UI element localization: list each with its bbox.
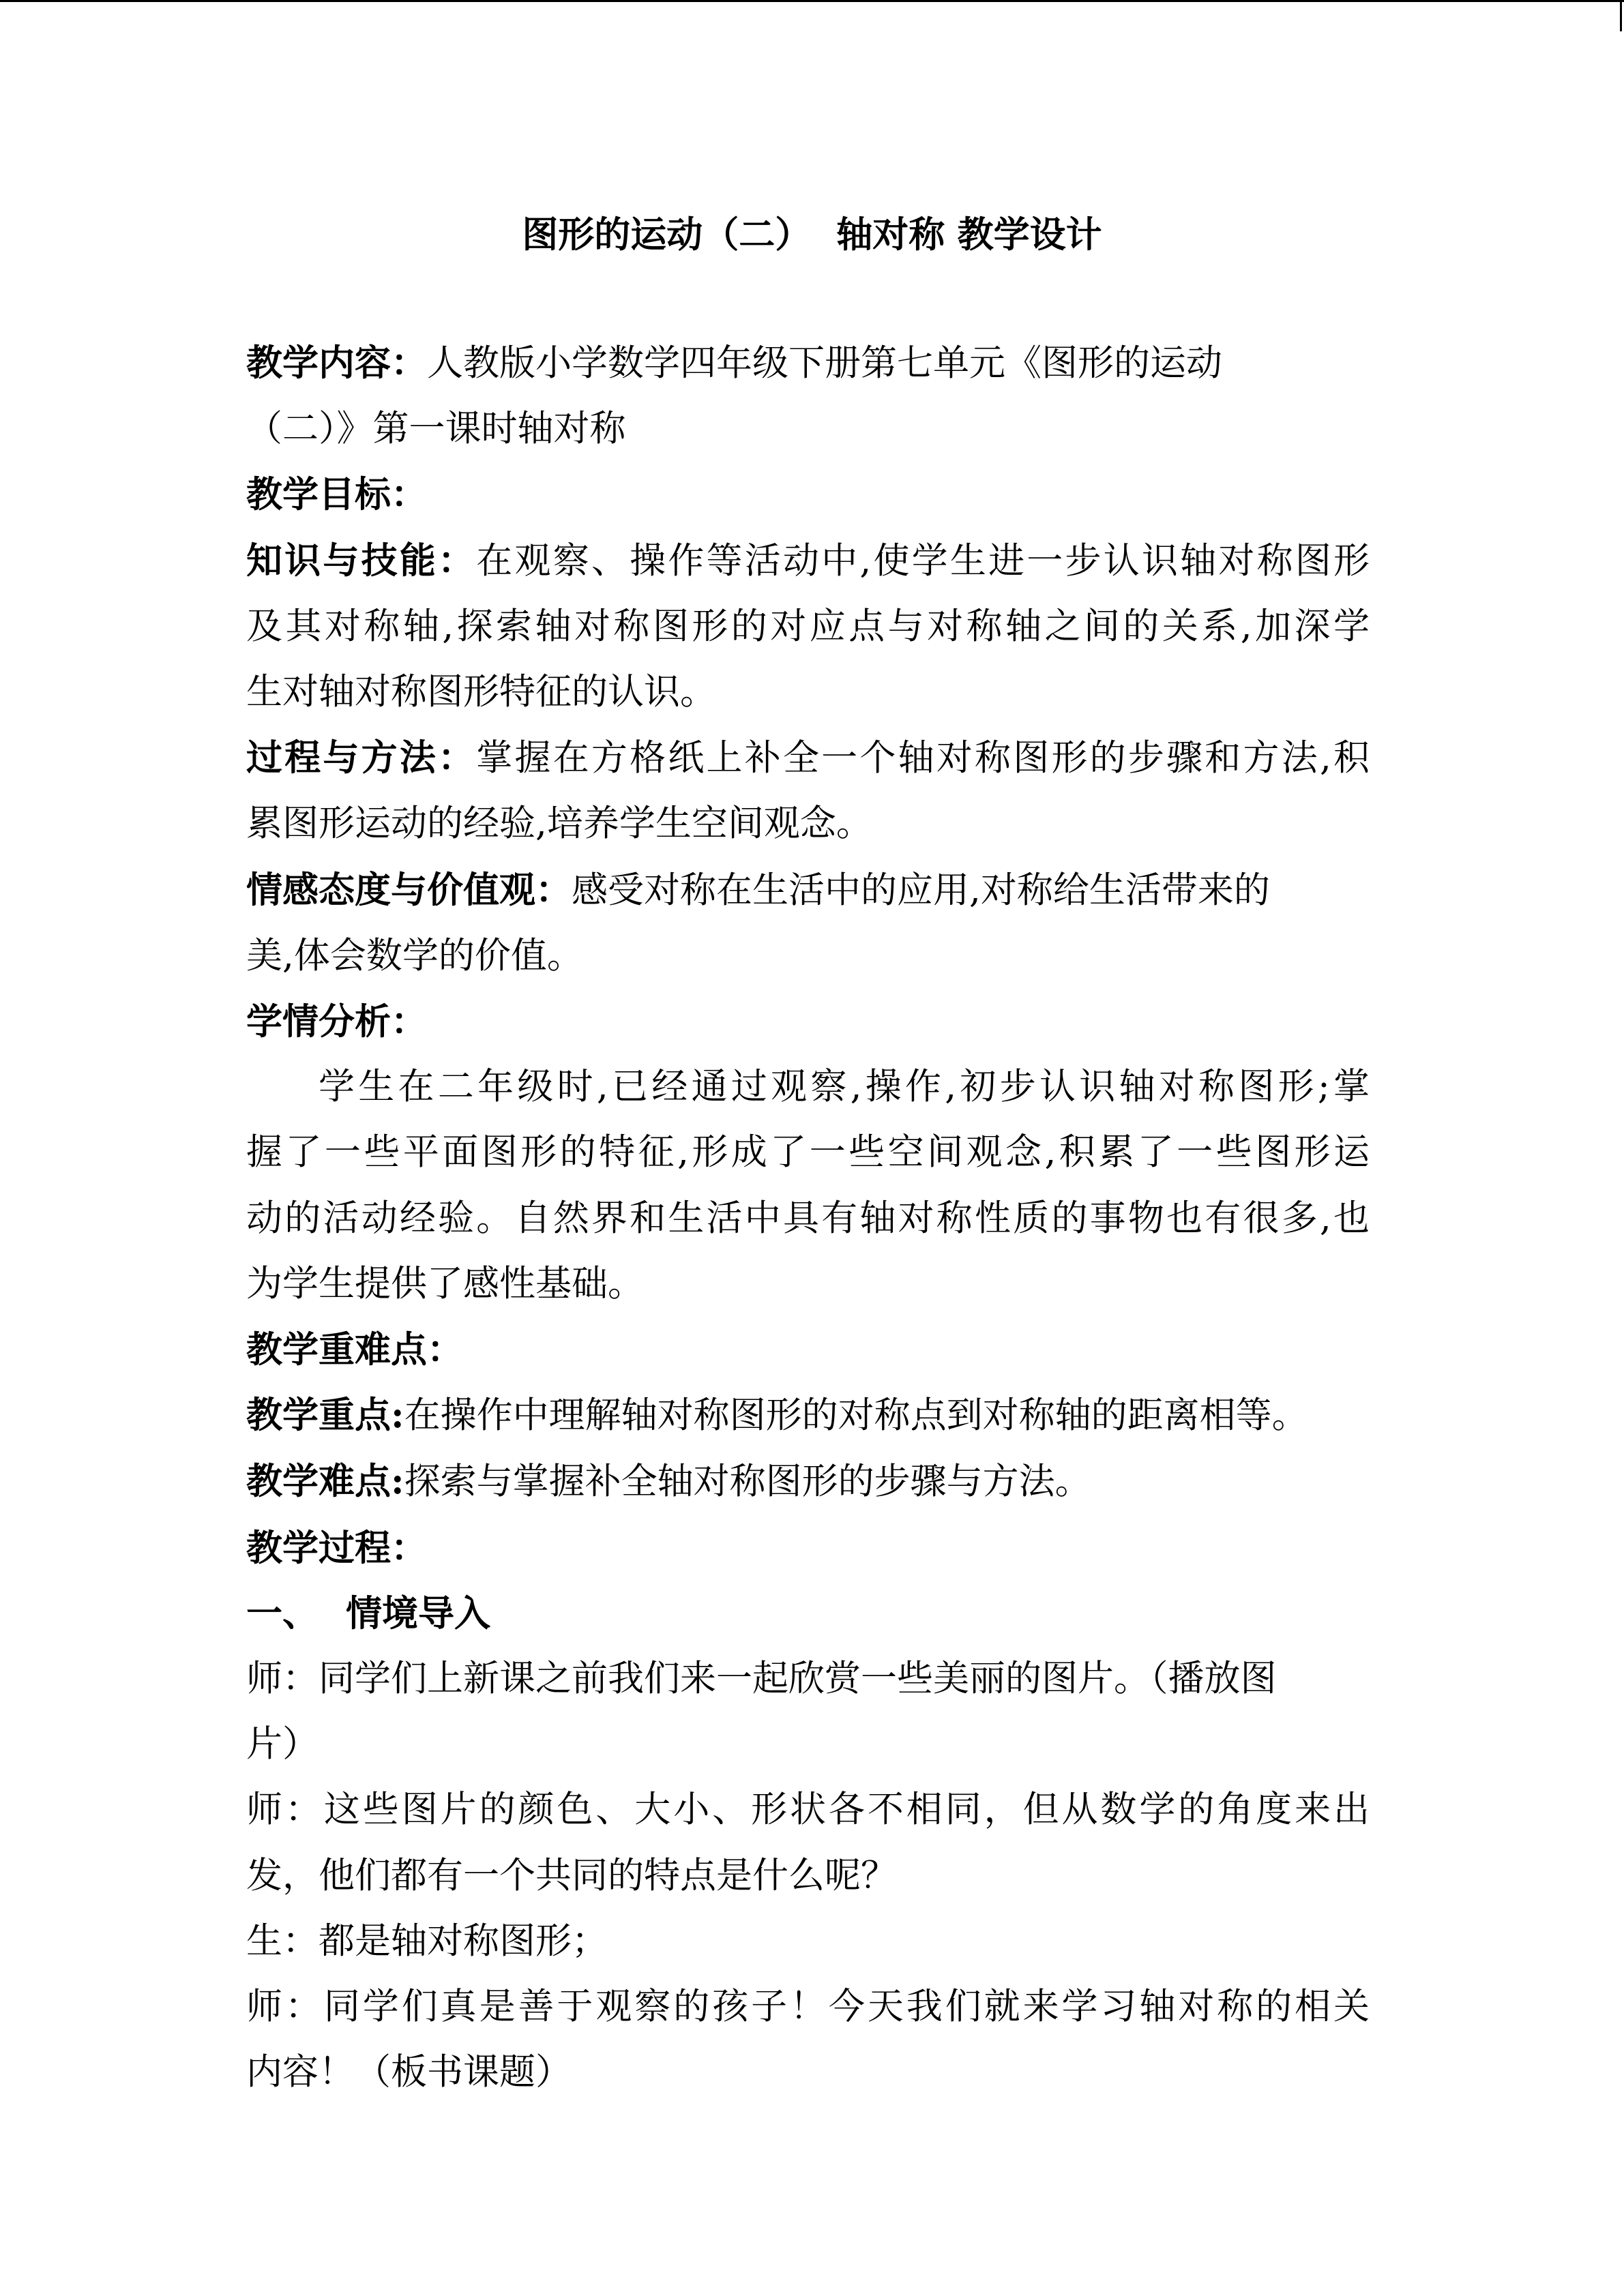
student-analysis-text: 动的活动经验。自然界和生活中具有轴对称性质的事物也有很多,也	[246, 1197, 1370, 1239]
objectives-heading: 教学目标：	[246, 473, 427, 516]
process-methods-label: 过程与方法：	[246, 736, 477, 779]
emotion-values-text: 感受对称在生活中的应用,对称给生活带来的	[572, 869, 1270, 911]
process-methods-line-1	[246, 725, 1370, 791]
key-points-heading: 教学重难点：	[246, 1328, 463, 1371]
dialogue-speaker: 生：	[246, 1920, 319, 1962]
knowledge-skills-label: 知识与技能：	[246, 539, 477, 582]
emotion-values-text: 美,体会数学的价值。	[246, 934, 583, 976]
knowledge-skills-line-2	[246, 594, 1370, 659]
teaching-content-label: 教学内容：	[246, 342, 427, 384]
process-methods-text: 累图形运动的经验,培养学生空间观念。	[246, 803, 872, 845]
section-number: 一、	[246, 1592, 319, 1635]
student-analysis-text: 为学生提供了感性基础。	[246, 1262, 644, 1304]
dialogue-text: 发，他们都有一个共同的特点是什么呢？	[246, 1854, 897, 1896]
dialogue-1-line-1	[246, 1646, 1370, 1712]
document-body	[246, 330, 1370, 2105]
student-analysis-heading: 学情分析：	[246, 1000, 427, 1043]
process-methods-text: 掌握在方格纸上补全一个轴对称图形的步骤和方法,积	[476, 737, 1370, 779]
student-analysis-line-1	[246, 1054, 1370, 1120]
section-heading	[246, 1581, 1370, 1646]
key-difficulty-label: 教学难点:	[246, 1460, 404, 1503]
dialogue-speaker: 师：	[246, 1986, 324, 2028]
section-title: 情境导入	[346, 1592, 490, 1635]
page-corner-line	[1620, 0, 1622, 31]
student-analysis-line-3	[246, 1186, 1370, 1251]
dialogue-speaker: 师：	[246, 1658, 319, 1700]
dialogue-speaker: 师：	[246, 1789, 324, 1831]
dialogue-text: 这些图片的颜色、大小、形状各不相同，但从数学的角度来出	[323, 1789, 1370, 1831]
dialogue-2-line-1	[246, 1777, 1370, 1843]
student-analysis-line-4	[246, 1251, 1370, 1317]
teaching-content-line-1	[246, 330, 1370, 396]
dialogue-text: 同学们真是善于观察的孩子！今天我们就来学习轴对称的相关	[323, 1986, 1370, 2028]
key-difficulty-text: 探索与掌握补全轴对称图形的步骤与方法。	[404, 1461, 1091, 1503]
student-analysis-line-2	[246, 1120, 1370, 1185]
dialogue-1-line-2	[246, 1712, 1370, 1777]
key-focus-line	[246, 1382, 1370, 1448]
dialogue-2-line-2	[246, 1843, 1370, 1909]
document-title: 图形的运动（二） 轴对称 教学设计	[522, 213, 1102, 256]
emotion-values-label: 情感态度与价值观：	[246, 868, 572, 911]
teaching-content-text: 人教版小学数学四年级下册第七单元《图形的运动	[427, 342, 1222, 384]
dialogue-3-line-1	[246, 1909, 1370, 1974]
knowledge-skills-line-3	[246, 659, 1370, 725]
teaching-content-line-2	[246, 396, 1370, 462]
key-focus-text: 在操作中理解轴对称图形的对称点到对称轴的距离相等。	[404, 1395, 1308, 1437]
page-edge-line	[0, 0, 1624, 2]
dialogue-text: 内容！（板书课题）	[246, 2051, 572, 2093]
dialogue-4-line-2	[246, 2040, 1370, 2105]
key-focus-label: 教学重点:	[246, 1394, 404, 1437]
emotion-values-line-2	[246, 923, 1370, 989]
dialogue-text: 都是轴对称图形；	[319, 1920, 608, 1962]
dialogue-text: 片）	[246, 1723, 319, 1765]
process-methods-line-2	[246, 791, 1370, 856]
knowledge-skills-text: 及其对称轴,探索轴对称图形的对应点与对称轴之间的关系,加深学	[246, 605, 1370, 647]
knowledge-skills-line-1	[246, 528, 1370, 594]
student-analysis-text: 学生在二年级时,已经通过观察,操作,初步认识轴对称图形;掌	[319, 1066, 1370, 1108]
dialogue-text: 同学们上新课之前我们来一起欣赏一些美丽的图片。（播放图	[319, 1658, 1277, 1700]
dialogue-4-line-1	[246, 1974, 1370, 2040]
emotion-values-line-1	[246, 857, 1370, 923]
knowledge-skills-text: 在观察、操作等活动中,使学生进一步认识轴对称图形	[476, 539, 1370, 582]
key-difficulty-line	[246, 1448, 1370, 1515]
knowledge-skills-text: 生对轴对称图形特征的认识。	[246, 671, 716, 713]
student-analysis-text: 握了一些平面图形的特征,形成了一些空间观念,积累了一些图形运	[246, 1131, 1370, 1174]
teaching-process-heading: 教学过程：	[246, 1526, 427, 1569]
teaching-content-text: （二）》第一课时轴对称	[246, 408, 626, 450]
